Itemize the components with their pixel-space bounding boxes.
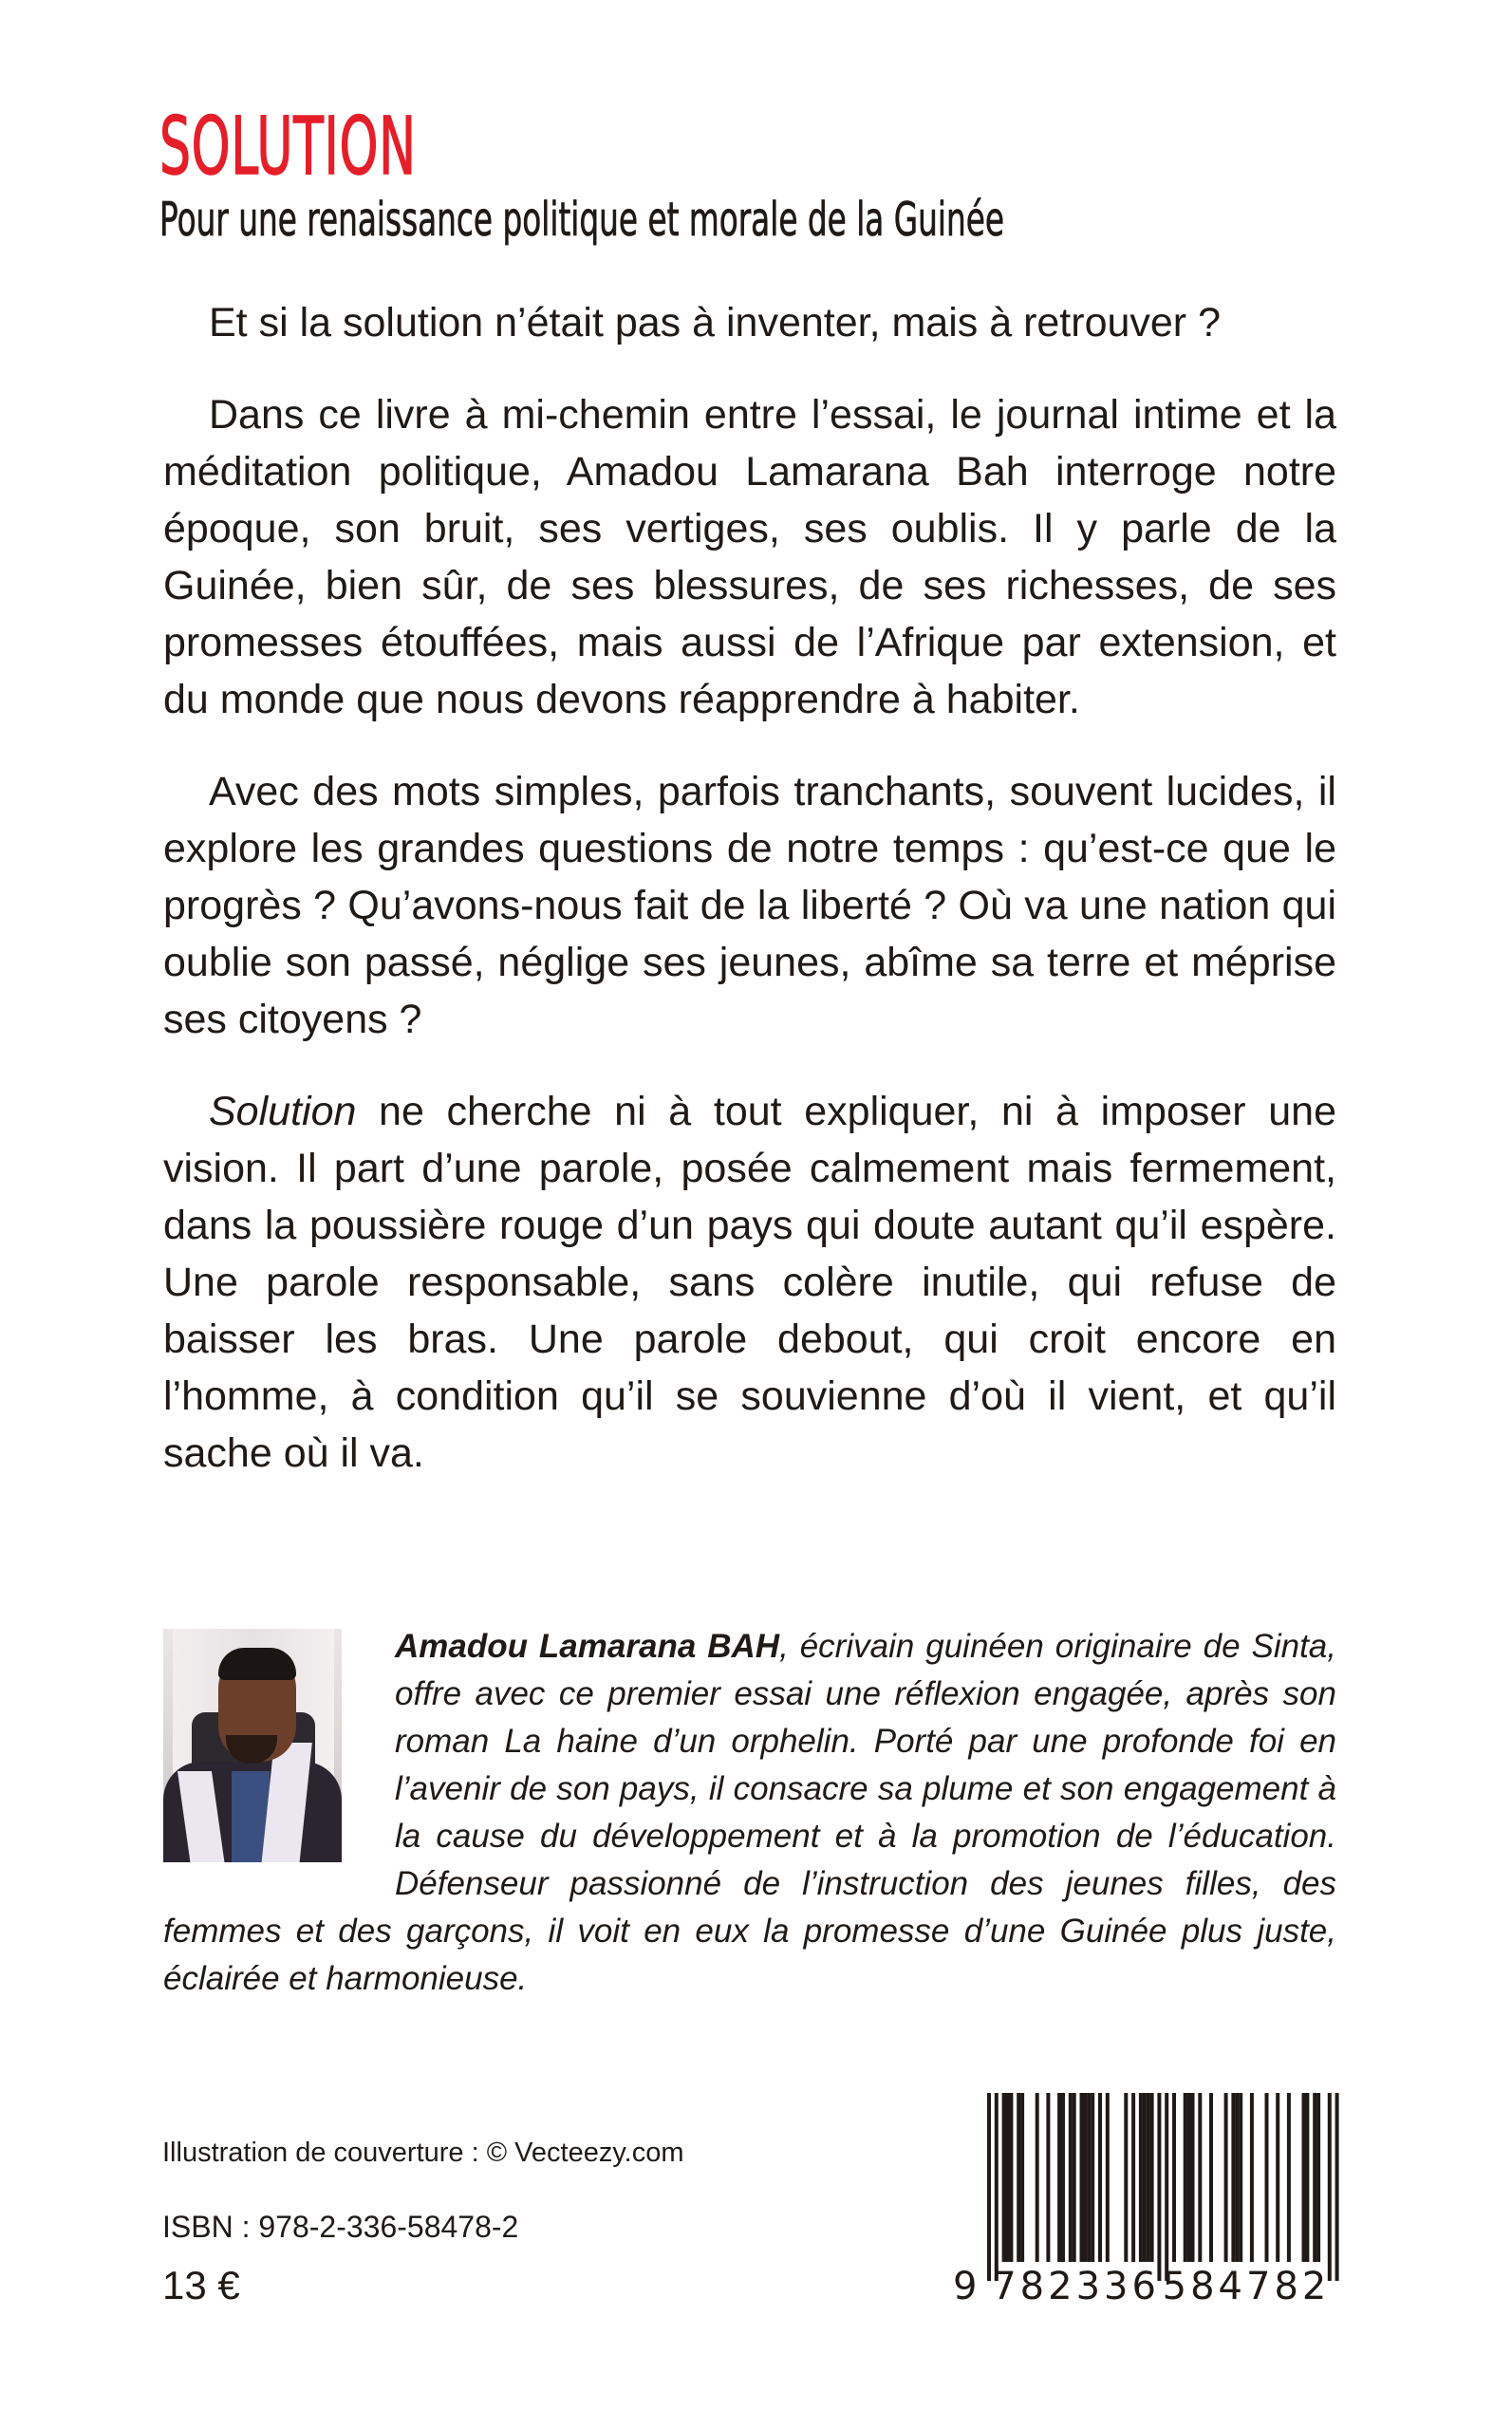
barcode-icon (940, 2088, 1348, 2316)
price: 13 € (162, 2263, 240, 2307)
svg-text:782336: 782336 (992, 2265, 1160, 2308)
photo-hair (218, 1648, 296, 1680)
author-name: Amadou Lamarana BAH (395, 1628, 780, 1665)
author-bio-text: , écrivain guinéen originaire de Sinta, offre avec ce premier essai une réflexion engagée, après son roman La haine d’un orphelin. Porté par une profonde foi en l’avenir de son pays, il consacre sa plume et son engagement à la cause du développement et à la promotion de l’éducation. Défenseur passionné de l’instruction des jeunes filles, des femmes et des garçons, il voit en eux la promesse d’une Guinée plus juste, éclairée et harmonieuse. (163, 1628, 1336, 1997)
blurb-paragraph-3: Avec des mots simples, parfois tranchants, souvent lucides, il explore les grandes questions de notre temps : qu’est-ce que le progrès ? Qu’avons-nous fait de la liberté ? Où va une nation qui oublie son passé, néglige ses jeunes, abîme sa terre et méprise ses citoyens ? (163, 769, 1336, 1042)
cover-illustration-credit: Illustration de couverture : © Vecteezy.com (162, 2138, 684, 2168)
book-subtitle: Pour une renaissance politique et morale de la Guinée (159, 193, 1004, 247)
svg-text:9: 9 (953, 2265, 981, 2308)
blurb-paragraph-2: Dans ce livre à mi-chemin entre l’essai, le journal intime et la méditation politique, Amadou Lamarana Bah interroge notre époque, son bruit, ses vertiges, ses oublis. Il y parle de la Guinée, bien sûr, de ses blessures, de ses richesses, de ses promesses étouffées, mais aussi de l’Afrique par extension, et du monde que nous devons réapprendre à habiter. (163, 392, 1336, 722)
blurb-paragraph-4-text: ne cherche ni à tout expliquer, ni à imposer une vision. Il part d’une parole, posée calmement mais fermement, dans la poussière rouge d’un pays qui doute autant qu’il espère. Une parole responsable, sans colère inutile, qui refuse de baisser les bras. Une parole debout, qui croit encore en l’homme, à condition qu’il se souvienne d’où il vient, et qu’il sache où il va. (163, 1089, 1336, 1476)
isbn: ISBN : 978-2-336-58478-2 (162, 2210, 519, 2244)
blurb-paragraph-1: Et si la solution n’était pas à inventer, mais à retrouver ? (209, 300, 1221, 345)
book-title: SOLUTION (159, 100, 417, 193)
ean13-barcode (940, 2088, 1348, 2316)
author-bio (163, 1623, 1336, 2003)
back-cover-blurb (163, 294, 1336, 1517)
svg-text:584782: 584782 (1162, 2265, 1331, 2308)
book-title-italic: Solution (209, 1089, 357, 1134)
blurb-paragraph-4 (163, 1083, 1336, 1482)
author-photo (163, 1629, 342, 1862)
